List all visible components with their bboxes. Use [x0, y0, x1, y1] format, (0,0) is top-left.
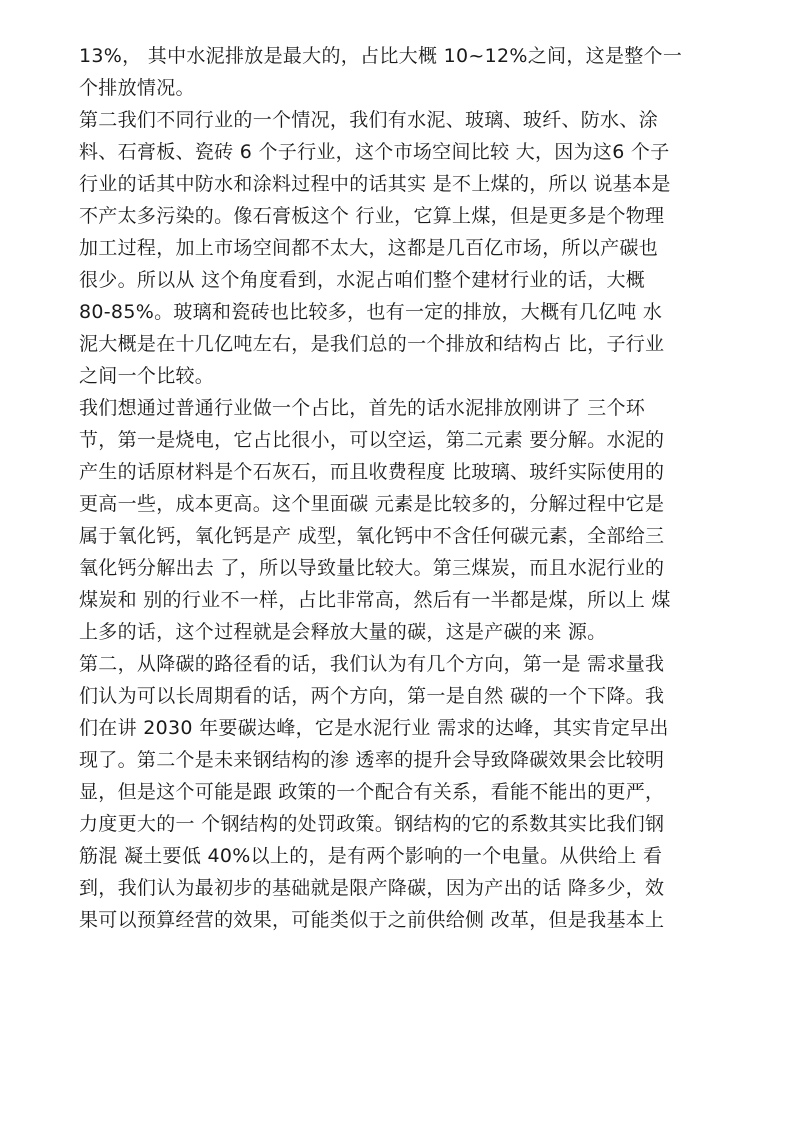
body-text: [79, 40, 719, 936]
text-line: 果可以预算经营的效果，可能类似于之前供给侧 改革，但是我基本上: [79, 909, 665, 931]
text-line: 第二我们不同行业的一个情况，我们有水泥、玻璃、玻纤、防水、涂: [79, 109, 659, 131]
text-line: 显，但是这个可能是跟 政策的一个配合有关系，看能不能出的更严，: [79, 781, 665, 803]
text-line: 我们想通过普通行业做一个占比，首先的话水泥排放刚讲了 三个环: [79, 397, 646, 419]
text-line: 更高一些，成本更高。这个里面碳 元素是比较多的，分解过程中它是: [79, 493, 665, 515]
text-line: 节，第一是烧电，它占比很小，可以空运，第二元素 要分解。水泥的: [79, 429, 665, 451]
text-line: 个排放情况。: [79, 77, 195, 99]
text-line: 80-85%。玻璃和瓷砖也比较多，也有一定的排放，大概有几亿吨 水: [79, 301, 663, 323]
text-line: 筋混 凝土要低 40%以上的，是有两个影响的一个电量。从供给上 看: [79, 845, 663, 867]
text-line: 不产太多污染的。像石膏板这个 行业，它算上煤，但是更多是个物理: [79, 205, 665, 227]
text-line: 泥大概是在十几亿吨左右，是我们总的一个排放和结构占 比，子行业: [79, 333, 665, 355]
text-line: 13%， 其中水泥排放是最大的，占比大概 10~12%之间，这是整个一: [79, 45, 683, 67]
text-line: 煤炭和 别的行业不一样，占比非常高，然后有一半都是煤，所以上 煤: [79, 589, 671, 611]
text-line: 很少。所以从 这个角度看到，水泥占咱们整个建材行业的话，大概: [79, 269, 646, 291]
text-line: 料、石膏板、瓷砖 6 个子行业，这个市场空间比较 大，因为这6 个子: [79, 141, 670, 163]
text-line: 们在讲 2030 年要碳达峰，它是水泥行业 需求的达峰，其实肯定早出: [79, 717, 669, 739]
text-line: 上多的话，这个过程就是会释放大量的碳，这是产碳的来 源。: [79, 621, 607, 643]
text-line: 行业的话其中防水和涂料过程中的话其实 是不上煤的，所以 说基本是: [79, 173, 671, 195]
text-line: 们认为可以长周期看的话，两个方向，第一是自然 碳的一个下降。我: [79, 685, 665, 707]
text-line: 现了。第二个是未来钢结构的渗 透率的提升会导致降碳效果会比较明: [79, 749, 665, 771]
text-line: 加工过程，加上市场空间都不太大，这都是几百亿市场，所以产碳也: [79, 237, 659, 259]
text-line: 到，我们认为最初步的基础就是限产降碳，因为产出的话 降多少，效: [79, 877, 665, 899]
text-line: 属于氧化钙，氧化钙是产 成型，氧化钙中不含任何碳元素，全部给三: [79, 525, 665, 547]
text-line: 氧化钙分解出去 了，所以导致量比较大。第三煤炭，而且水泥行业的: [79, 557, 665, 579]
text-line: 之间一个比较。: [79, 365, 215, 387]
text-line: 力度更大的一 个钢结构的处罚政策。钢结构的它的系数其实比我们钢: [79, 813, 665, 835]
text-line: 产生的话原材料是个石灰石，而且收费程度 比玻璃、玻纤实际使用的: [79, 461, 665, 483]
text-line: 第二，从降碳的路径看的话，我们认为有几个方向，第一是 需求量我: [79, 653, 665, 675]
